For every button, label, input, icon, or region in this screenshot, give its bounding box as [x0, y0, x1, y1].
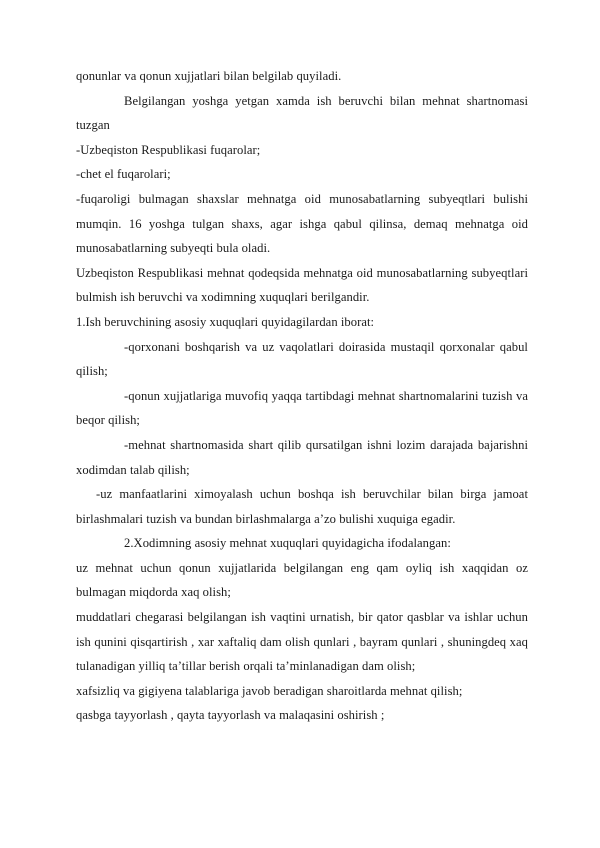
- list-item: qasbga tayyorlash , qayta tayyorlash va malaqasini oshirish ;: [76, 708, 385, 723]
- paragraph: Belgilangan yoshga yetgan xamda ish beruvchi bilan mehnat shartnomasi tuzgan: [76, 93, 528, 133]
- list-item: -mehnat shartnomasida shart qilib qursatilgan ishni lozim darajada bajarishni xodimdan talab qilish;: [76, 437, 528, 477]
- paragraph: Uzbeqiston Respublikasi mehnat qodeqsida mehnatga oid munosabatlarning subyeqtlari bulmish ish beruvchi va xodimning xuquqlari berilgandir.: [76, 265, 528, 305]
- list-item: -fuqaroligi bulmagan shaxslar mehnatga oid munosabatlarning subyeqtlari bulishi mumqin. 16 yoshga tulgan shaxs, agar ishga qabul qilinsa, demaq mehnatga oid munosabatlarning subyeqti bula oladi.: [76, 191, 528, 256]
- section-heading: 1.Ish beruvchining asosiy xuquqlari quyidagilardan iborat:: [76, 314, 375, 329]
- list-item: muddatlari chegarasi belgilangan ish vaqtini urnatish, bir qator qasblar va ishlar uchun ish qunini qisqartirish , xar xaftaliq dam olish qunlari , bayram qunlari , shuningdeq xaq tulanadigan yilliq ta’tillar berish orqali ta’minlanadigan dam olish;: [76, 610, 528, 674]
- list-item: xafsizliq va gigiyena talablariga javob beradigan sharoitlarda mehnat qilish;: [76, 683, 463, 698]
- list-item: -uz manfaatlarini ximoyalash uchun boshqa ish beruvchilar bilan birga jamoat birlashmalari tuzish va bundan birlashmalarga a’zo bulishi xuquiga egadir.: [76, 487, 528, 526]
- list-item: -Uzbeqiston Respublikasi fuqarolar;: [76, 142, 261, 157]
- document-body: [76, 64, 528, 728]
- section-heading: 2.Xodimning asosiy mehnat xuquqlari quyidagicha ifodalangan:: [124, 536, 451, 551]
- list-item: -qorxonani boshqarish va uz vaqolatlari doirasida mustaqil qorxonalar qabul qilish;: [76, 339, 528, 379]
- list-item: -chet el fuqarolari;: [76, 167, 171, 182]
- list-item: uz mehnat uchun qonun xujjatlarida belgilangan eng qam oyliq ish xaqqidan oz bulmagan miqdorda xaq olish;: [76, 560, 528, 600]
- paragraph: qonunlar va qonun xujjatlari bilan belgilab quyiladi.: [76, 69, 342, 83]
- list-item: -qonun xujjatlariga muvofiq yaqqa tartibdagi mehnat shartnomalarini tuzish va beqor qilish;: [76, 388, 528, 428]
